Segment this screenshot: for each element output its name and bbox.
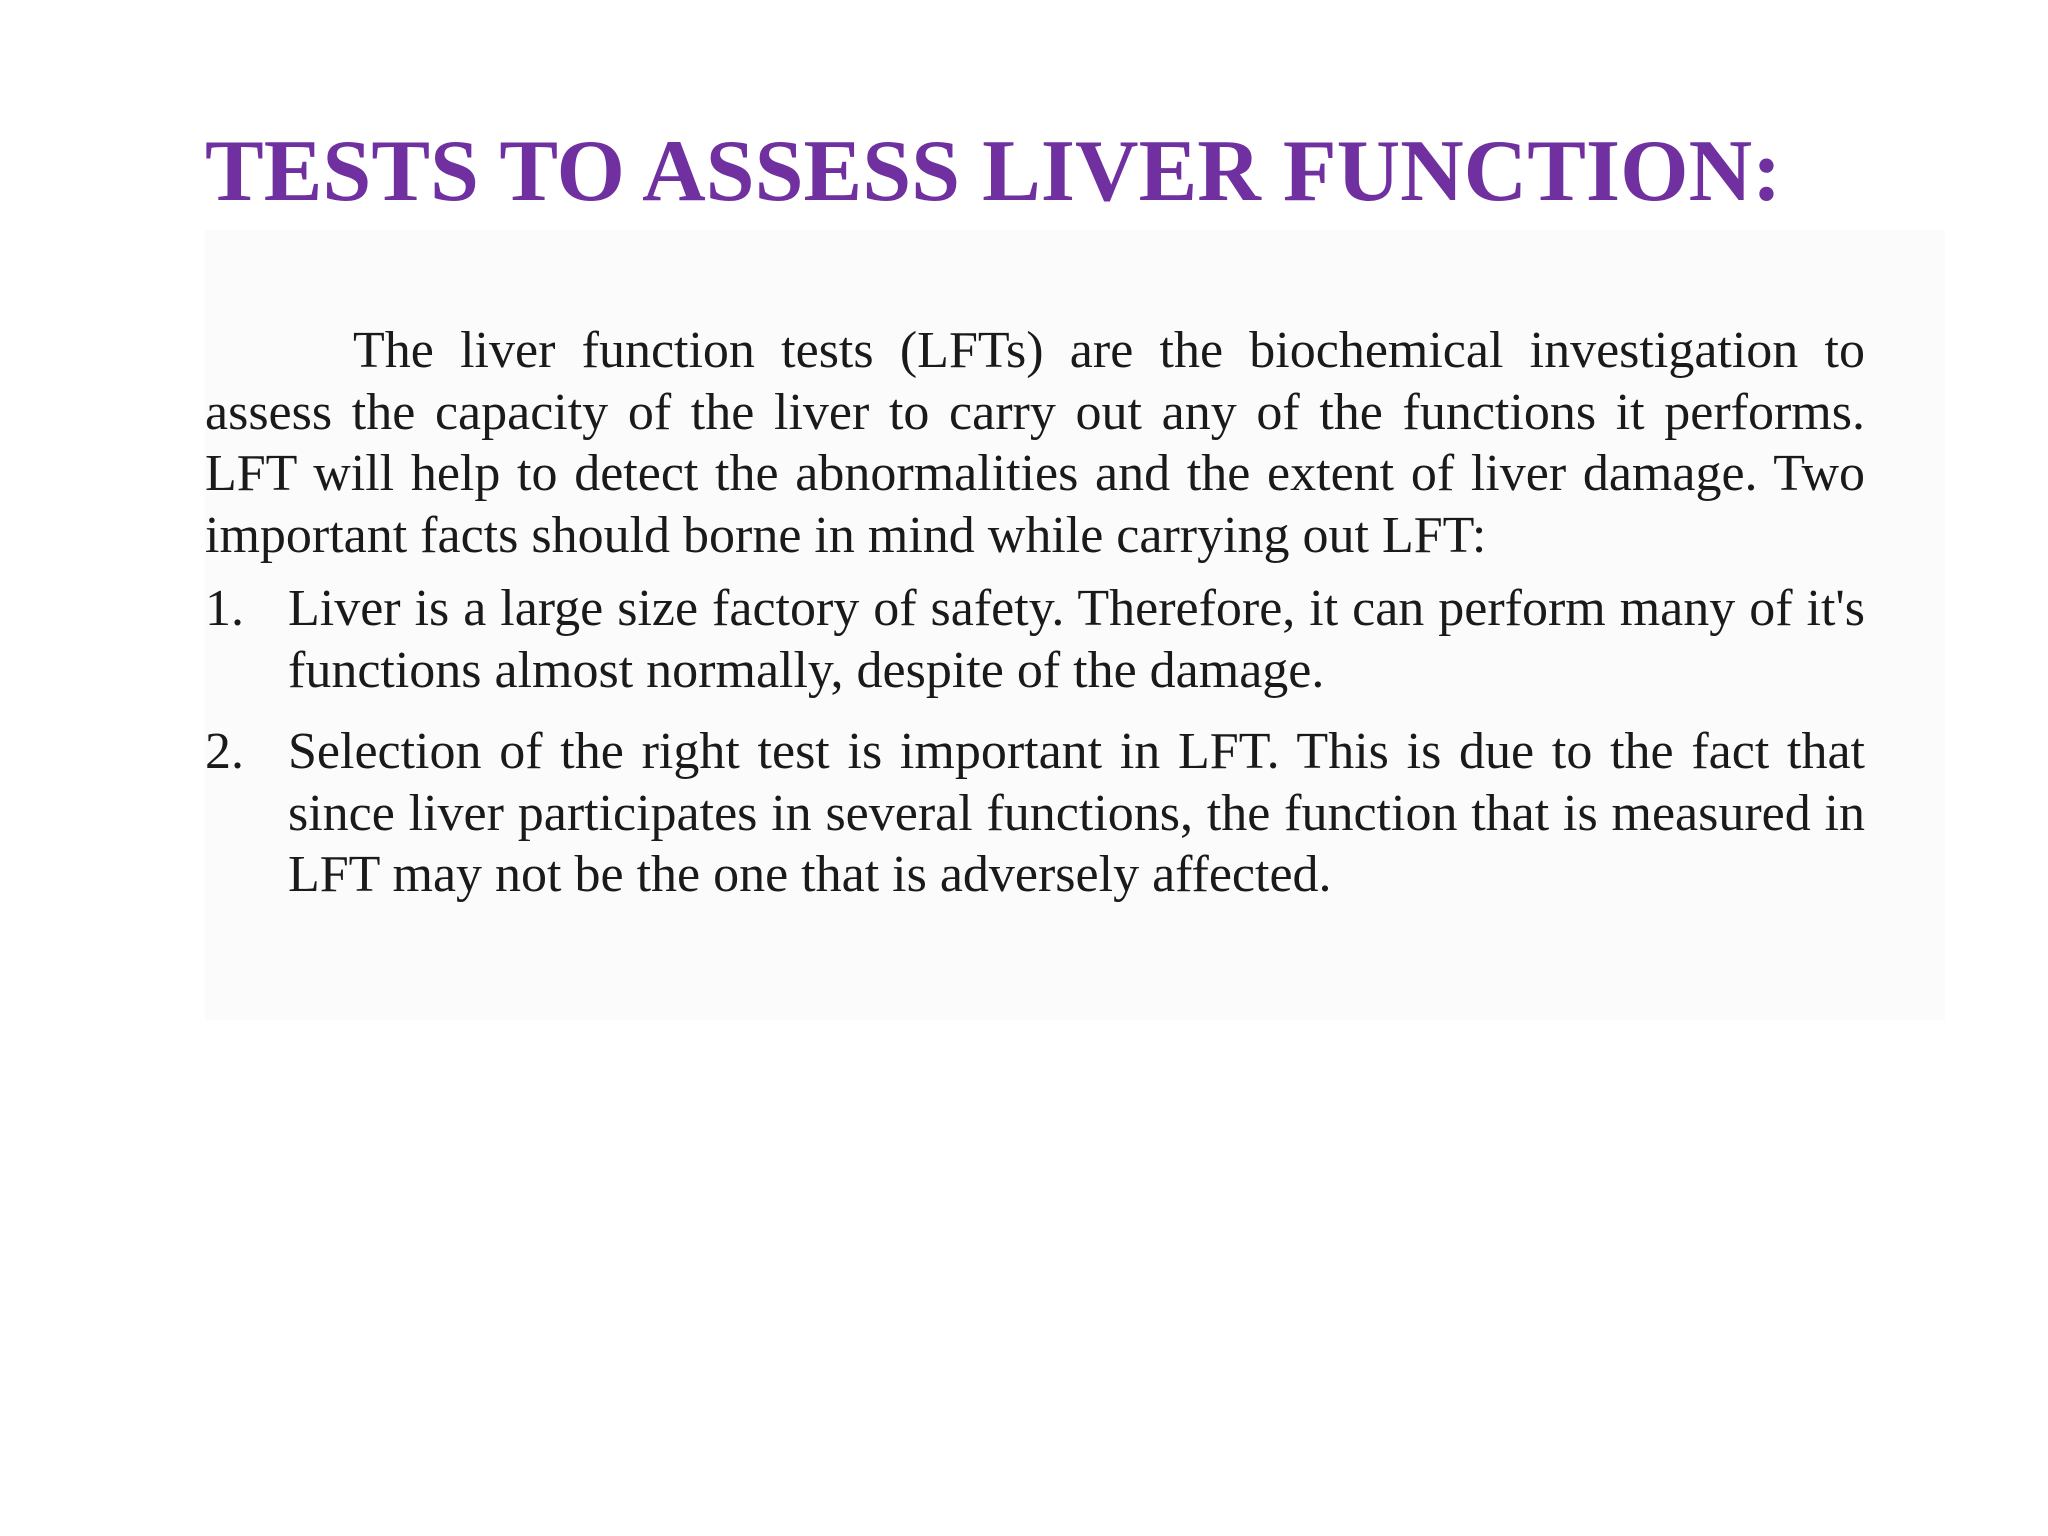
list-item-text: Liver is a large size factory of safety. Therefore, it can perform many of it's functions almost normally, despite of the damage.	[288, 580, 1865, 699]
list-item	[205, 578, 1865, 701]
list-item-number: 2.	[205, 723, 244, 780]
slide-body	[205, 320, 1865, 926]
list-item-number: 1.	[205, 580, 244, 637]
intro-paragraph: The liver function tests (LFTs) are the biochemical investigation to assess the capacity of the liver to carry out any of the functions it performs. LFT will help to detect the abnormalities and the extent of liver damage. Two important facts should borne in mind while carrying out LFT:	[205, 322, 1865, 564]
list-item-text: Selection of the right test is important in LFT. This is due to the fact that since liver participates in several functions, the function that is measured in LFT may not be the one that is adversely affected.	[288, 723, 1865, 903]
list-item	[205, 721, 1865, 906]
slide-title: TESTS TO ASSESS LIVER FUNCTION:	[205, 123, 1782, 220]
facts-list	[205, 578, 1865, 906]
